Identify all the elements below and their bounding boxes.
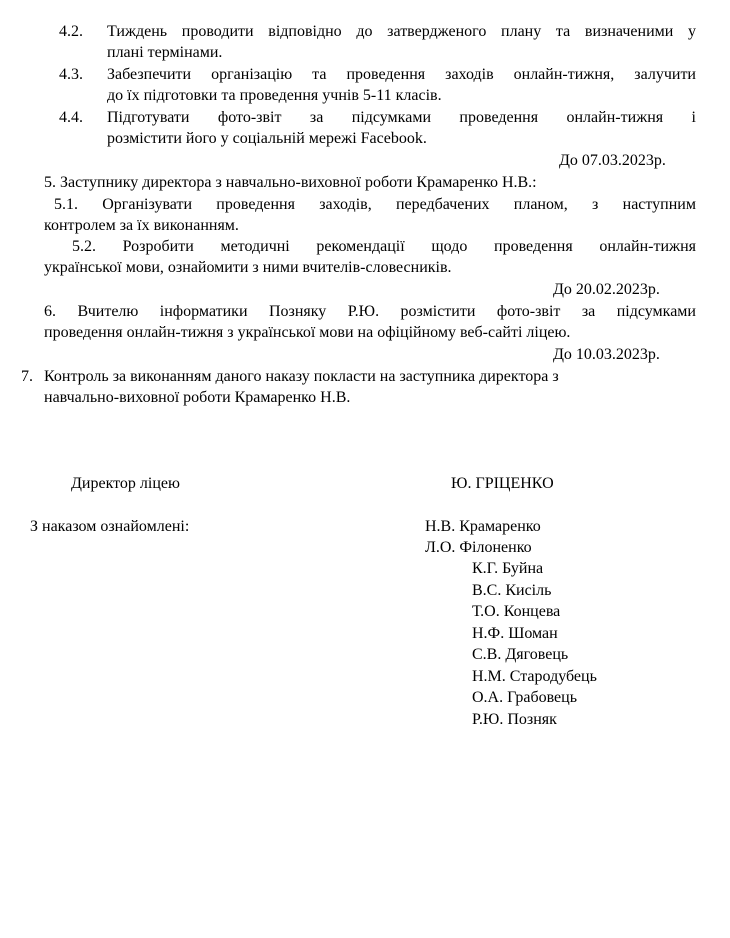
- director-title: Директор ліцею: [71, 475, 180, 492]
- item-text-line: навчально-виховної роботи Крамаренко Н.В.: [44, 389, 351, 406]
- acknowledged-name: Н.Ф. Шоман: [472, 625, 558, 642]
- item-text-line: проведення онлайн-тижня з української мови на офіційному веб-сайті ліцею.: [44, 324, 571, 341]
- acknowledged-name: В.С. Кисіль: [472, 582, 552, 599]
- item-text-line: української мови, ознайомити з ними вчителів-словесників.: [44, 259, 452, 276]
- item-text-line: плані термінами.: [107, 44, 223, 61]
- item-text-line: 5.1. Організувати проведення заходів, передбачених планом, з наступним: [54, 196, 696, 213]
- acknowledged-name: К.Г. Буйна: [472, 560, 544, 577]
- item-text-line: 5.2. Розробити методичні рекомендації щодо проведення онлайн-тижня: [72, 238, 696, 255]
- acknowledged-name: Л.О. Філоненко: [425, 539, 532, 556]
- item-number: 4.4.: [59, 109, 83, 126]
- item-text-line: до їх підготовки та проведення учнів 5-11 класів.: [107, 87, 442, 104]
- item-number: 4.2.: [59, 23, 83, 40]
- item-text-line: контролем за їх виконанням.: [44, 217, 239, 234]
- item-text-line: Забезпечити організацію та проведення заходів онлайн-тижня, залучити: [107, 66, 696, 83]
- acknowledged-name: О.А. Грабовець: [472, 689, 578, 706]
- item-text-line: розмістити його у соціальній мережі Facebook.: [107, 130, 427, 147]
- deadline: До 10.03.2023р.: [553, 346, 660, 363]
- item-text-line: 6. Вчителю інформатики Позняку Р.Ю. розмістити фото-звіт за підсумками: [44, 303, 696, 320]
- acknowledged-name: Н.В. Крамаренко: [425, 518, 541, 535]
- acknowledged-name: С.В. Дяговець: [472, 646, 569, 663]
- deadline: До 07.03.2023р.: [559, 152, 666, 169]
- item-text-line: Підготувати фото-звіт за підсумками проведення онлайн-тижня і: [107, 109, 696, 126]
- acknowledged-name: Н.М. Стародубець: [472, 668, 597, 685]
- item-text-line: Контроль за виконанням даного наказу покласти на заступника директора з: [44, 368, 559, 385]
- item-number: 7.: [21, 368, 33, 385]
- acknowledged-name: Т.О. Концева: [472, 603, 561, 620]
- acknowledged-name: Р.Ю. Позняк: [472, 711, 557, 728]
- item-5: 5. Заступнику директора з навчально-виховної роботи Крамаренко Н.В.:: [44, 174, 537, 191]
- acknowledged-label: З наказом ознайомлені:: [30, 518, 190, 535]
- director-name: Ю. ГРІЦЕНКО: [451, 475, 554, 492]
- deadline: До 20.02.2023р.: [553, 281, 660, 298]
- item-text-line: Тиждень проводити відповідно до затвердженого плану та визначеними у: [107, 23, 696, 40]
- item-number: 4.3.: [59, 66, 83, 83]
